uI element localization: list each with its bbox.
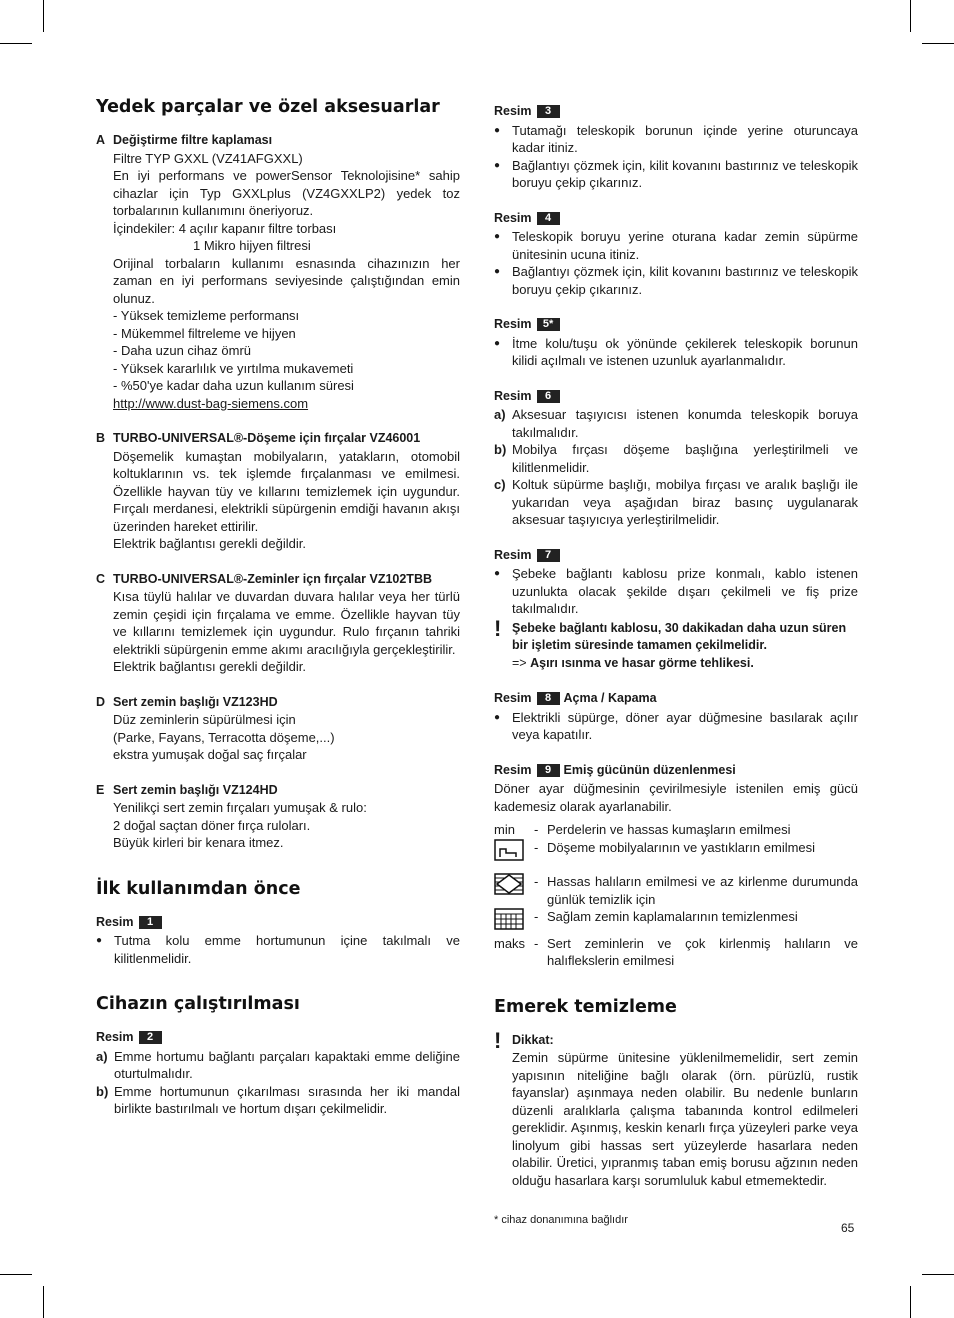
carpet-icon: [494, 908, 524, 930]
power-text: Hassas halıların emilmesi ve az kirlenme durumunda günlük temizlik için: [547, 874, 858, 907]
power-label: maks: [494, 935, 526, 951]
bullet-text: Bağlantıyı çözmek için, kilit kovanını bastırınız ve teleskopik boruyu çekip çıkarınız.: [512, 264, 858, 297]
item-text: 2 doğal saçtan döner fırça ruloları.: [113, 817, 311, 833]
footnote: * cihaz donanımına bağlıdır: [494, 1214, 628, 1226]
left-column: [96, 96, 460, 1136]
item-a: [96, 132, 460, 412]
item-text: Orijinal torbaların kullanımı esnasında cihazınızın her zaman en iyi performans seviyesinde çalıştığından emin olunuz.: [113, 255, 460, 306]
resim-label: Resim: [494, 691, 532, 705]
item-text: Elektrik bağlantısı gerekli değildir.: [113, 536, 306, 551]
warning-consequence: [512, 655, 858, 673]
bullet-icon: ●: [494, 711, 501, 723]
step-label: c): [494, 477, 506, 492]
arrow-icon: =>: [512, 655, 527, 670]
resim-label: Resim: [96, 1030, 134, 1044]
resim-4: [494, 210, 858, 299]
item-text: Büyük kirleri bir kenara itmez.: [113, 835, 284, 850]
resim-label: Resim: [494, 317, 532, 331]
resim-label: Resim: [96, 914, 134, 929]
bullet-text: Şebeke bağlantı kablosu prize konmalı, kablo istenen uzunlukta olacak şekilde dışarı çekilmeli ve fiş prize takılmalıdır.: [512, 566, 858, 616]
caution-block: [494, 1027, 858, 1190]
item-letter: E: [96, 782, 105, 797]
resim-label: Resim: [494, 547, 532, 562]
item-text: Elektrik bağlantısı gerekli değildir.: [113, 659, 306, 674]
resim-1: [96, 914, 460, 968]
benefit-item: - Yüksek kararlılık ve yırtılma mukavemeti: [113, 360, 354, 376]
resim-3: [494, 103, 858, 192]
benefit-item: - %50'ye kadar daha uzun kullanım süresi: [113, 378, 354, 393]
crop-mark: [0, 1274, 32, 1275]
contents-label: İçindekiler:: [113, 220, 176, 236]
contents-item: 4 açılır kapanır filtre torbası: [178, 220, 337, 236]
curtain-upholstery-icon: [494, 839, 524, 861]
benefit-item: - Mükemmel filtreleme ve hijyen: [113, 325, 296, 341]
step-label: b): [96, 1083, 109, 1099]
crop-mark: [43, 0, 44, 32]
figure-number-badge: 6: [537, 390, 560, 403]
crop-mark: [0, 43, 32, 44]
power-label: min: [494, 822, 515, 837]
bullet-text: İtme kolu/tuşu ok yönünde çekilerek teleskopik borunun kilidi açılmalı ve istenen uzunluk ayarlanmalıdır.: [512, 335, 858, 368]
resim-label: Resim: [494, 104, 532, 118]
bullet-icon: ●: [494, 231, 501, 242]
caution-text: Zemin süpürme ünitesine yüklenilmemelidir, sert zemin yapısının niteliğine bağlı olarak (örn. pürüzlü, rustik fayanslar) aşınmaya neden olabilir. Bu nedenle bunların düzenli aralıklarla çalışma tabanında kontrol edilmeleri gereklidir. Aşınmış, keskin kenarlı fırça yüzeyleri parke veya linolyum gibi hassas sert yüzeylerde hasarlara neden olabilir. Üretici, yıpranmış taban emiş borusu ağzının neden olduğu hasarlara karşı sorumluluk kabul etmemektedir.: [512, 1050, 858, 1188]
contents-line: [113, 220, 460, 238]
warning-icon: !: [494, 1027, 502, 1053]
item-letter: A: [96, 133, 106, 147]
figure-number-badge: 4: [537, 212, 560, 225]
power-text: Sert zeminlerin ve çok kirlenmiş halıların ve halıflekslerin emilmesi: [547, 935, 858, 968]
resim-8: [494, 690, 858, 744]
item-title: Değiştirme filtre kaplaması: [113, 133, 273, 147]
item-title: Sert zemin başlığı VZ123HD: [113, 694, 278, 709]
item-title: TURBO-UNIVERSAL®-Zeminler içn fırçalar VZ102TBB: [113, 571, 432, 586]
item-text: En iyi performans ve powerSensor Teknolojisine* sahip cihazlar için Typ GXXLplus (VZ4GXXLP2) yedek toz torbalarının kullanımını öneriyoruz.: [113, 168, 460, 218]
item-letter: B: [96, 431, 106, 445]
item-title: Sert zemin başlığı VZ124HD: [113, 782, 278, 797]
item-title: TURBO-UNIVERSAL®-Döşeme için fırçalar VZ46001: [113, 431, 421, 445]
figure-number-badge: 8: [537, 692, 560, 705]
benefit-item: - Daha uzun cihaz ömrü: [113, 343, 252, 358]
crop-mark: [922, 43, 954, 44]
step-text: Emme hortumunun çıkarılması sırasında her iki mandal birlikte bastırılmalı ve hortum dışarı çekilmelidir.: [114, 1083, 460, 1116]
power-row-min: [494, 821, 858, 839]
item-d: [96, 694, 460, 764]
item-letter: D: [96, 694, 106, 709]
resim-7: [494, 547, 858, 673]
bullet-icon: ●: [494, 159, 501, 171]
power-dash: -: [534, 909, 539, 924]
item-text: Yenilikçi sert zemin fırçaları yumuşak & rulo:: [113, 800, 367, 815]
power-text: Sağlam zemin kaplamalarının temizlenmesi: [547, 909, 798, 924]
power-row-rug: [494, 873, 858, 908]
power-text: Döşeme mobilyalarının ve yastıkların emilmesi: [547, 839, 816, 855]
resim-label: Resim: [494, 388, 532, 403]
item-c: [96, 571, 460, 676]
step-text: Emme hortumu bağlantı parçaları kapaktaki emme deliğine oturtulmalıdır.: [114, 1048, 460, 1081]
item-text: Döşemelik kumaştan mobilyaların, yatakların, otomobil koltuklarının vs. tek işlemde fırçalanması ve emilmesi. Özellikle hayvan tüy ve kıllarını temizlemek için uygundur. Fırçalı merdanesi, elektrikli süpürgenin emdiği havanın akışı üzerinden hareket ettirilir.: [113, 448, 460, 534]
section-title-first-use: İlk kullanımdan önce: [96, 878, 301, 899]
power-row-upholstery: [494, 839, 858, 866]
bullet-icon: ●: [494, 266, 501, 277]
item-letter: C: [96, 571, 106, 586]
section-title-spare-parts: Yedek parçalar ve özel aksesuarlar: [96, 97, 440, 117]
section-title-operation: Cihazın çalıştırılması: [96, 994, 300, 1014]
figure-number-badge: 1: [139, 916, 162, 929]
warning-text: Aşırı ısınma ve hasar görme tehlikesi.: [530, 655, 754, 670]
caution-title: Dikkat:: [512, 1032, 554, 1047]
power-row-max: [494, 935, 858, 970]
resim-6: [494, 388, 858, 529]
page-number: 65: [841, 1221, 855, 1235]
step-label: a): [494, 407, 506, 422]
warning-icon: !: [494, 615, 502, 641]
power-text: Perdelerin ve hassas kumaşların emilmesi: [547, 822, 791, 837]
resim-label: Resim: [494, 210, 532, 225]
figure-number-badge: 5*: [537, 318, 560, 331]
resim-2: [96, 1029, 460, 1118]
contents-item: 1 Mikro hijyen filtresi: [193, 238, 311, 253]
power-dash: -: [534, 874, 539, 889]
figure-number-badge: 2: [139, 1031, 162, 1044]
dust-bag-link[interactable]: http://www.dust-bag-siemens.com: [113, 395, 309, 411]
power-row-carpet: [494, 908, 858, 935]
resim-text: Döner ayar düğmesinin çevirilmesiyle istenilen emiş gücü kademesiz olarak ayarlanabilir.: [494, 781, 858, 814]
crop-mark: [910, 0, 911, 32]
item-text: Filtre TYP GXXL (VZ41AFGXXL): [113, 150, 303, 166]
figure-number-badge: 7: [537, 549, 560, 562]
step-label: a): [96, 1048, 108, 1064]
section-title-vacuum-cleaning: Emerek temizleme: [494, 996, 677, 1017]
crop-mark: [910, 1286, 911, 1318]
crop-mark: [922, 1274, 954, 1275]
bullet-text: Bağlantıyı çözmek için, kilit kovanını bastırınız ve teleskopik boruyu çekip çıkarınız.: [512, 157, 858, 190]
resim-title: Açma / Kapama: [563, 691, 657, 705]
bullet-text: Tutamağı teleskopik borunun içinde yerine oturuncaya kadar itiniz.: [512, 122, 858, 155]
item-text: (Parke, Fayans, Terracotta döşeme,...): [113, 729, 335, 745]
item-b: [96, 430, 460, 553]
resim-5: [494, 316, 858, 370]
bullet-text: Tutma kolu emme hortumunun içine takılmalı ve kilitlenmelidir.: [114, 933, 460, 966]
bullet-text: Teleskopik boruyu yerine oturana kadar zemin süpürme ünitesinin ucuna itiniz.: [512, 229, 858, 262]
step-text: Mobilya fırçası döşeme başlığına yerleştirilmeli ve kilitlenmelidir.: [512, 442, 858, 475]
step-text: Koltuk süpürme başlığı, mobilya fırçası ve aralık başlığı ile yukarıdan veya aşağıdan biraz basınç uygulanarak aksesuar taşıyıcıya yerleştirilmelidir.: [512, 477, 858, 527]
power-dash: -: [534, 822, 539, 837]
item-text: Kısa tüylü halılar ve duvardan duvara halılar veya her türlü zemin çeşidi için fırçalama ve emme. Özellikle hayvan tüy ve kıllarını temizlemek için uygundur. Rulo fırçanın tahriki elektrikli süpürgenin emme akımı aracılığıyla gerçekleştirilir.: [113, 589, 460, 657]
bullet-icon: ●: [494, 337, 501, 349]
rug-icon: [494, 873, 524, 895]
bullet-icon: ●: [494, 568, 501, 579]
power-dash: -: [534, 839, 539, 855]
warning-block: [494, 615, 858, 673]
step-label: b): [494, 442, 507, 457]
bullet-icon: ●: [494, 124, 501, 136]
item-text: ekstra yumuşak doğal saç fırçalar: [113, 747, 307, 762]
crop-mark: [43, 1286, 44, 1318]
benefit-item: - Yüksek temizleme performansı: [113, 308, 300, 323]
resim-9: [494, 762, 858, 970]
resim-title: Emiş gücünün düzenlenmesi: [563, 762, 736, 777]
item-e: [96, 782, 460, 852]
warning-text: Şebeke bağlantı kablosu, 30 dakikadan daha uzun süren bir işletim süresinde tamamen çekilmelidir.: [512, 620, 847, 652]
resim-label: Resim: [494, 762, 532, 777]
bullet-icon: ●: [96, 935, 103, 946]
power-dash: -: [534, 935, 539, 951]
figure-number-badge: 3: [537, 105, 560, 118]
bullet-text: Elektrikli süpürge, döner ayar düğmesine basılarak açılır veya kapatılır.: [512, 709, 858, 742]
figure-number-badge: 9: [537, 764, 560, 777]
right-column: [494, 103, 858, 1189]
step-text: Aksesuar taşıyıcısı istenen konumda teleskopik boruya takılmalıdır.: [512, 407, 858, 440]
item-text: Düz zeminlerin süpürülmesi için: [113, 712, 296, 727]
